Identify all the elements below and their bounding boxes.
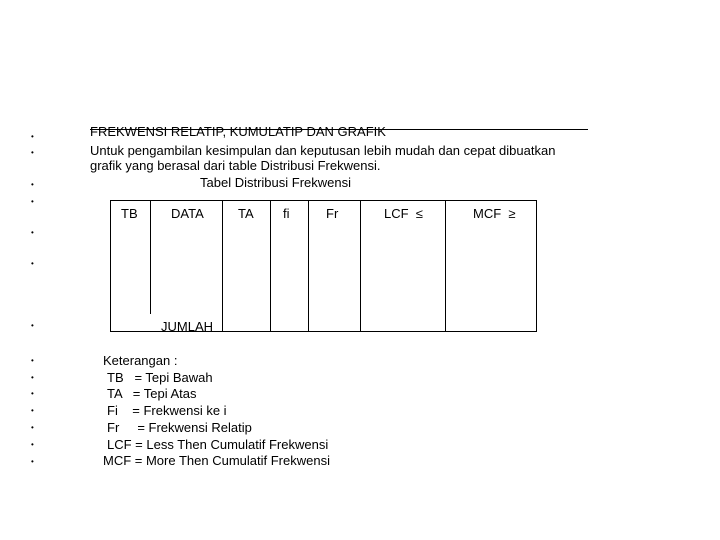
total-label: JUMLAH (161, 319, 214, 334)
bullet: • (31, 423, 34, 432)
table-col-border (360, 200, 361, 332)
header-fr: Fr (326, 206, 339, 221)
legend-title: Keterangan : (103, 353, 178, 368)
table-col-border (308, 200, 309, 332)
page-heading: FREKWENSI RELATIP, KUMULATIP DAN GRAFIK (90, 124, 386, 139)
legend-item: TA = Tepi Atas (107, 386, 197, 401)
bullet: • (31, 406, 34, 415)
table-top-border (110, 200, 536, 201)
bullet: • (31, 356, 34, 365)
table-col-border (110, 200, 111, 332)
intro-line-2: grafik yang berasal dari table Distribusi Frekwensi. (90, 158, 381, 173)
bullet: • (31, 197, 34, 206)
table-col-border (222, 200, 223, 332)
table-col-border (445, 200, 446, 332)
bullet: • (31, 389, 34, 398)
bullet: • (31, 259, 34, 268)
bullet: • (31, 228, 34, 237)
table-col-border (270, 200, 271, 332)
header-ta: TA (238, 206, 254, 221)
table-col-border (536, 200, 537, 332)
header-fi: fi (283, 206, 290, 221)
bullet: • (31, 132, 34, 141)
legend-item: MCF = More Then Cumulatif Frekwensi (103, 453, 330, 468)
heading-underline (90, 129, 588, 130)
intro-line-1: Untuk pengambilan kesimpulan dan keputusan lebih mudah dan cepat dibuatkan (90, 143, 556, 158)
table-title: Tabel Distribusi Frekwensi (200, 175, 351, 190)
legend-item: TB = Tepi Bawah (107, 370, 213, 385)
legend-item: LCF = Less Then Cumulatif Frekwensi (107, 437, 329, 452)
legend-item: Fi = Frekwensi ke i (107, 403, 227, 418)
legend-item: Fr = Frekwensi Relatip (107, 420, 252, 435)
bullet: • (31, 457, 34, 466)
bullet: • (31, 180, 34, 189)
table-col-border (150, 200, 151, 314)
header-tb: TB (121, 206, 138, 221)
header-mcf: MCF ≥ (473, 206, 516, 221)
bullet: • (31, 440, 34, 449)
bullet: • (31, 373, 34, 382)
bullet: • (31, 148, 34, 157)
bullet: • (31, 321, 34, 330)
header-lcf: LCF ≤ (384, 206, 423, 221)
header-data: DATA (171, 206, 204, 221)
